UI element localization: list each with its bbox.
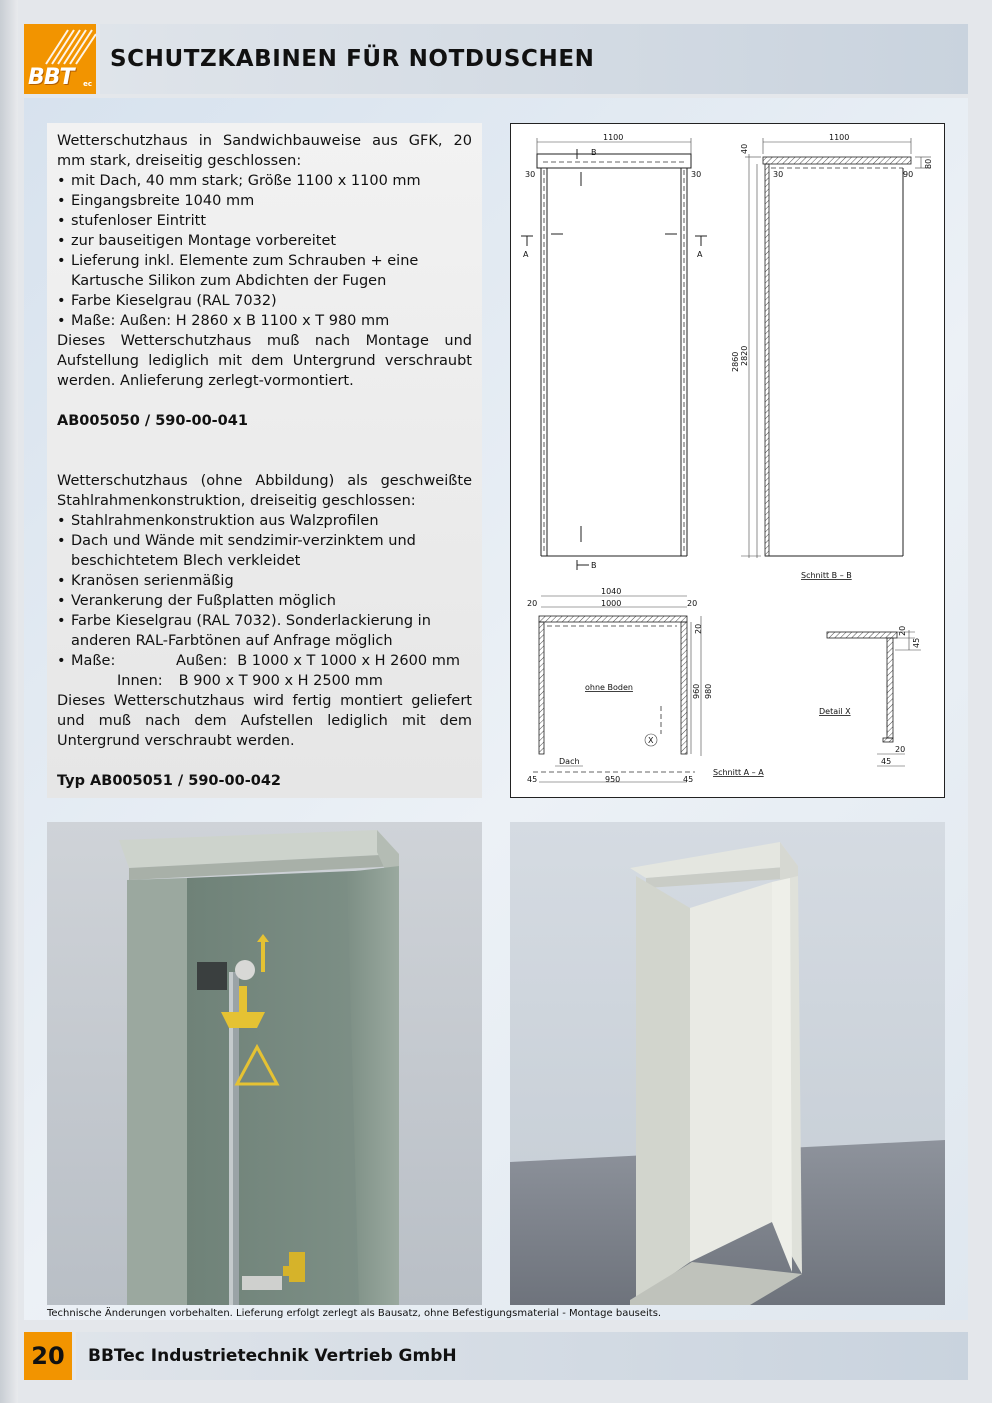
list-item: • mit Dach, 40 mm stark; Größe 1100 x 1100 mm: [57, 171, 472, 191]
detail-dim-20-top: 20: [898, 625, 907, 636]
dim-45-left: 45: [527, 775, 538, 784]
inner-value: B 900 x T 900 x H 2500 mm: [178, 673, 383, 689]
dim-30-side: 30: [773, 170, 784, 179]
technical-drawing: [510, 123, 945, 798]
header-bar: [100, 24, 968, 94]
dim-90: 90: [903, 170, 914, 179]
page-title: SCHUTZKABINEN FÜR NOTDUSCHEN: [110, 46, 595, 72]
list-item: [57, 651, 472, 691]
dim-1040: 1040: [601, 587, 622, 596]
detail-x-label: Detail X: [819, 707, 851, 716]
list-item: • Eingangsbreite 1040 mm: [57, 191, 472, 211]
logo-sub: ec: [83, 80, 92, 88]
bbt-logo: [24, 24, 96, 94]
outer-value: B 1000 x T 1000 x H 2600 mm: [237, 653, 460, 669]
dim-20-left: 20: [527, 599, 538, 608]
product2-article-number: Typ AB005051 / 590-00-042: [57, 773, 281, 789]
dim-30-right: 30: [691, 170, 702, 179]
shower-cabin-illustration: [47, 822, 482, 1305]
dim-1100-side: 1100: [829, 133, 850, 142]
dim-950: 950: [605, 775, 621, 784]
photo-empty-cabin: [510, 822, 945, 1305]
label-dach: Dach: [559, 757, 580, 766]
dim-30-left: 30: [525, 170, 536, 179]
dim-80: 80: [924, 158, 933, 169]
section-b-top: B: [591, 148, 597, 157]
list-item: • Maße: Außen: H 2860 x B 1100 x T 980 mm: [57, 311, 472, 331]
photo-cabin-with-shower: [47, 822, 482, 1305]
section-b-b-label: Schnitt B – B: [801, 571, 852, 580]
section-a-a-label: Schnitt A – A: [713, 768, 764, 777]
product1-intro: Wetterschutzhaus in Sandwichbauweise aus GFK, 20 mm stark, dreiseitig geschlossen:: [57, 133, 472, 169]
dim-2820: 2820: [740, 345, 749, 366]
inner-label: Innen:: [117, 673, 163, 689]
dim-20-right: 20: [687, 599, 698, 608]
disclaimer-text: Technische Änderungen vorbehalten. Lieferung erfolgt zerlegt als Bausatz, ohne Befestigungsmaterial - Montage bauseits.: [47, 1308, 662, 1319]
page-number-box: [24, 1332, 72, 1380]
outer-label: Außen:: [176, 653, 228, 669]
dim-980: 980: [704, 683, 713, 699]
section-a-right: A: [697, 250, 703, 259]
dim-1000: 1000: [601, 599, 622, 608]
section-b-b: [731, 133, 933, 580]
page-number: 20: [31, 1342, 65, 1370]
section-a-left: A: [523, 250, 529, 259]
list-item: • Dach und Wände mit sendzimir-verzinktem und beschichtetem Blech verkleidet: [57, 531, 472, 571]
front-view: [521, 133, 707, 570]
detail-dim-45-top: 45: [912, 637, 921, 648]
dim-20-side: 20: [694, 623, 703, 634]
list-item: • stufenloser Eintritt: [57, 211, 472, 231]
detail-dim-20-bottom: 20: [895, 745, 906, 754]
dims-label: • Maße:: [71, 653, 116, 669]
product1-features: [57, 171, 472, 331]
drawing-svg: [511, 124, 943, 796]
label-ohne-boden: ohne Boden: [585, 683, 633, 692]
product2-features: [57, 511, 472, 691]
dim-45-right: 45: [683, 775, 694, 784]
section-b-bottom: B: [591, 561, 597, 570]
dim-40: 40: [740, 143, 749, 154]
product1-article-number: AB005050 / 590-00-041: [57, 413, 248, 429]
dim-960: 960: [692, 683, 701, 699]
list-item: • zur bauseitigen Montage vorbereitet: [57, 231, 472, 251]
company-name: BBTec Industrietechnik Vertrieb GmbH: [88, 1346, 457, 1366]
section-a-a: [527, 587, 764, 784]
list-item: • Verankerung der Fußplatten möglich: [57, 591, 472, 611]
footer-bar: [76, 1332, 968, 1380]
description-box: [47, 123, 482, 798]
left-edge-strip: [0, 0, 18, 1403]
list-item: • Lieferung inkl. Elemente zum Schrauben + eine Kartusche Silikon zum Abdichten der Fugen: [57, 251, 472, 291]
logo-text: BBT: [28, 65, 74, 90]
list-item: • Kranösen serienmäßig: [57, 571, 472, 591]
dim-2860: 2860: [731, 351, 740, 372]
list-item: • Stahlrahmenkonstruktion aus Walzprofilen: [57, 511, 472, 531]
detail-x: [819, 626, 921, 766]
product2-intro: Wetterschutzhaus (ohne Abbildung) als geschweißte Stahlrahmenkonstruktion, dreiseitig geschlossen:: [57, 473, 472, 509]
detail-dim-45-bottom: 45: [881, 757, 892, 766]
empty-cabin-illustration: [510, 822, 945, 1305]
dim-1100-front: 1100: [603, 133, 624, 142]
list-item: • Farbe Kieselgrau (RAL 7032): [57, 291, 472, 311]
list-item: • Farbe Kieselgrau (RAL 7032). Sonderlackierung in anderen RAL-Farbtönen auf Anfrage möglich: [57, 611, 472, 651]
detail-x-marker: X: [648, 736, 654, 745]
product2-outro: Dieses Wetterschutzhaus wird fertig montiert geliefert und muß nach dem Aufstellen lediglich mit dem Untergrund verschraubt werden.: [57, 693, 472, 749]
product1-outro: Dieses Wetterschutzhaus muß nach Montage und Aufstellung lediglich mit dem Untergrund verschraubt werden. Anlieferung zerlegt-vormontiert.: [57, 333, 472, 389]
